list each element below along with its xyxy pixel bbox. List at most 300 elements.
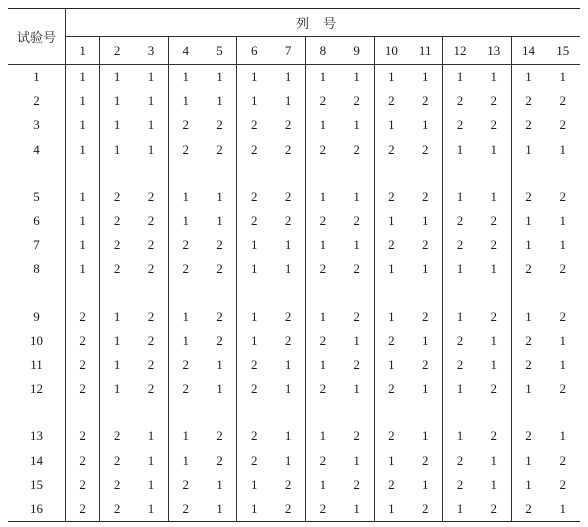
level-cell: 2 (374, 329, 408, 353)
spacer-cell (545, 162, 580, 185)
level-cell: 2 (65, 329, 99, 353)
level-cell: 1 (511, 65, 545, 90)
level-cell: 2 (216, 332, 223, 348)
spacer-cell (237, 401, 271, 424)
spacer-cell (168, 401, 202, 424)
trial-number-cell: 5 (33, 188, 40, 204)
level-cell: 2 (216, 308, 223, 324)
level-cell: 2 (237, 353, 271, 377)
column-index-header: 11 (408, 37, 442, 65)
trial-number-cell: 12 (29, 381, 43, 397)
level-cell: 1 (100, 65, 134, 90)
level-cell: 2 (65, 497, 99, 522)
level-cell: 2 (490, 117, 497, 133)
level-cell: 1 (216, 69, 223, 85)
level-cell: 1 (559, 500, 566, 516)
level-cell: 1 (511, 448, 545, 472)
column-index-header: 15 (545, 37, 580, 65)
level-cell: 2 (374, 424, 408, 448)
level-cell: 2 (216, 117, 223, 133)
trial-number-cell: 9 (33, 308, 40, 324)
level-cell: 1 (168, 329, 202, 353)
spacer-cell (443, 282, 477, 305)
level-cell: 1 (443, 65, 477, 90)
level-cell: 2 (421, 188, 429, 204)
level-cell: 2 (305, 329, 339, 353)
level-cell: 2 (100, 257, 134, 281)
level-cell: 2 (353, 428, 360, 444)
level-cell: 2 (216, 141, 223, 157)
trial-number-cell: 6 (33, 213, 40, 229)
level-cell: 1 (147, 452, 155, 468)
level-cell: 2 (353, 261, 360, 277)
level-cell: 2 (168, 257, 202, 281)
table-row (8, 185, 580, 209)
column-index-header: 1 (65, 37, 99, 65)
level-cell: 1 (443, 305, 477, 329)
level-cell: 2 (374, 138, 408, 162)
level-cell: 1 (305, 233, 339, 257)
level-cell: 1 (511, 233, 545, 257)
level-cell: 1 (237, 473, 271, 497)
level-cell: 1 (305, 65, 339, 90)
column-index-header: 13 (477, 37, 511, 65)
group-spacer-row (8, 162, 580, 185)
level-cell: 1 (237, 89, 271, 113)
level-cell: 2 (168, 497, 202, 522)
level-cell: 1 (443, 424, 477, 448)
trial-number-cell: 14 (29, 452, 43, 468)
level-cell: 1 (216, 476, 223, 492)
level-cell: 2 (511, 89, 545, 113)
level-cell: 2 (168, 113, 202, 137)
level-cell: 2 (237, 113, 271, 137)
level-cell: 1 (353, 332, 360, 348)
level-cell: 2 (559, 93, 566, 109)
trial-number-cell: 7 (33, 237, 40, 253)
level-cell: 2 (147, 308, 155, 324)
table-row (8, 233, 580, 257)
level-cell: 2 (490, 308, 497, 324)
level-cell: 1 (65, 185, 99, 209)
column-index-row (8, 37, 580, 65)
level-cell: 1 (421, 261, 429, 277)
level-cell: 1 (374, 353, 408, 377)
level-cell: 1 (147, 500, 155, 516)
spacer-cell (511, 282, 545, 305)
table-row (8, 305, 580, 329)
level-cell: 2 (237, 185, 271, 209)
spacer-cell (168, 282, 202, 305)
level-cell: 1 (443, 138, 477, 162)
level-cell: 2 (237, 448, 271, 472)
level-cell: 2 (147, 356, 155, 372)
level-cell: 2 (100, 497, 134, 522)
level-cell: 1 (284, 237, 292, 253)
level-cell: 1 (374, 209, 408, 233)
level-cell: 2 (443, 233, 477, 257)
level-cell: 1 (353, 117, 360, 133)
level-cell: 2 (374, 473, 408, 497)
table-row (8, 329, 580, 353)
level-cell: 2 (443, 329, 477, 353)
level-cell: 1 (490, 141, 497, 157)
level-cell: 1 (237, 257, 271, 281)
table-row (8, 377, 580, 401)
spacer-cell (65, 401, 99, 424)
spacer-cell (408, 282, 442, 305)
level-cell: 2 (511, 497, 545, 522)
table-row (8, 209, 580, 233)
level-cell: 1 (65, 65, 99, 90)
level-cell: 1 (168, 209, 202, 233)
level-cell: 2 (237, 424, 271, 448)
table-row (8, 257, 580, 281)
level-cell: 1 (353, 500, 360, 516)
level-cell: 1 (168, 185, 202, 209)
level-cell: 2 (65, 353, 99, 377)
level-cell: 1 (65, 233, 99, 257)
level-cell: 1 (305, 185, 339, 209)
level-cell: 1 (305, 353, 339, 377)
level-cell: 2 (284, 213, 292, 229)
level-cell: 1 (216, 213, 223, 229)
table-row (8, 473, 580, 497)
level-cell: 2 (168, 473, 202, 497)
spacer-cell (8, 401, 65, 424)
table-body (8, 65, 580, 522)
level-cell: 2 (216, 428, 223, 444)
level-cell: 1 (100, 89, 134, 113)
level-cell: 2 (559, 308, 566, 324)
column-index-header: 7 (271, 37, 305, 65)
level-cell: 1 (147, 141, 155, 157)
level-cell: 1 (490, 188, 497, 204)
level-cell: 1 (490, 261, 497, 277)
level-cell: 2 (100, 209, 134, 233)
spacer-cell (271, 282, 305, 305)
level-cell: 2 (421, 237, 429, 253)
level-cell: 1 (490, 476, 497, 492)
level-cell: 1 (147, 117, 155, 133)
level-cell: 1 (305, 473, 339, 497)
level-cell: 1 (284, 428, 292, 444)
spacer-cell (374, 282, 408, 305)
level-cell: 1 (168, 424, 202, 448)
level-cell: 2 (374, 185, 408, 209)
level-cell: 2 (559, 452, 566, 468)
level-cell: 1 (353, 452, 360, 468)
level-cell: 1 (443, 257, 477, 281)
spacer-cell (408, 162, 442, 185)
level-cell: 2 (421, 356, 429, 372)
level-cell: 1 (374, 497, 408, 522)
level-cell: 2 (511, 257, 545, 281)
level-cell: 2 (65, 473, 99, 497)
level-cell: 1 (284, 261, 292, 277)
level-cell: 1 (65, 138, 99, 162)
level-cell: 1 (168, 448, 202, 472)
level-cell: 1 (216, 500, 223, 516)
level-cell: 2 (421, 452, 429, 468)
trial-number-cell: 8 (33, 261, 40, 277)
level-cell: 1 (237, 329, 271, 353)
level-cell: 1 (284, 452, 292, 468)
column-index-header: 8 (305, 37, 339, 65)
level-cell: 2 (443, 89, 477, 113)
level-cell: 1 (421, 428, 429, 444)
level-cell: 1 (421, 117, 429, 133)
level-cell: 2 (490, 428, 497, 444)
spacer-cell (237, 282, 271, 305)
spacer-cell (8, 282, 65, 305)
spacer-cell (340, 162, 374, 185)
level-cell: 2 (443, 353, 477, 377)
spacer-cell (443, 162, 477, 185)
spacer-cell (203, 162, 237, 185)
trial-number-cell: 15 (29, 476, 43, 492)
level-cell: 2 (65, 377, 99, 401)
table-row (8, 497, 580, 522)
level-cell: 2 (237, 377, 271, 401)
level-cell: 2 (284, 500, 292, 516)
level-cell: 2 (305, 89, 339, 113)
level-cell: 1 (147, 93, 155, 109)
level-cell: 1 (374, 305, 408, 329)
spacer-cell (65, 162, 99, 185)
level-cell: 2 (100, 448, 134, 472)
trial-number-cell: 3 (33, 117, 40, 133)
level-cell: 1 (65, 89, 99, 113)
spacer-cell (100, 162, 134, 185)
level-cell: 2 (305, 138, 339, 162)
table-row (8, 353, 580, 377)
level-cell: 2 (216, 237, 223, 253)
level-cell: 2 (100, 424, 134, 448)
level-cell: 2 (305, 257, 339, 281)
level-cell: 2 (511, 353, 545, 377)
trial-number-cell: 16 (29, 500, 43, 516)
spacer-cell (134, 401, 168, 424)
level-cell: 1 (443, 497, 477, 522)
level-cell: 2 (168, 377, 202, 401)
column-index-header: 12 (443, 37, 477, 65)
spacer-cell (374, 401, 408, 424)
level-cell: 2 (216, 452, 223, 468)
level-cell: 1 (353, 69, 360, 85)
level-cell: 2 (443, 473, 477, 497)
level-cell: 1 (559, 213, 566, 229)
level-cell: 1 (443, 185, 477, 209)
level-cell: 1 (237, 497, 271, 522)
spacer-cell (203, 282, 237, 305)
level-cell: 1 (305, 424, 339, 448)
column-index-header: 9 (340, 37, 374, 65)
level-cell: 1 (216, 93, 223, 109)
level-cell: 2 (559, 117, 566, 133)
group-spacer-row (8, 282, 580, 305)
level-cell: 2 (490, 500, 497, 516)
table-row (8, 424, 580, 448)
trial-number-cell: 4 (33, 141, 40, 157)
level-cell: 2 (284, 332, 292, 348)
level-cell: 2 (305, 448, 339, 472)
level-cell: 2 (353, 93, 360, 109)
level-cell: 2 (511, 185, 545, 209)
level-cell: 2 (216, 261, 223, 277)
spacer-cell (305, 282, 339, 305)
level-cell: 2 (305, 377, 339, 401)
column-index-header: 2 (100, 37, 134, 65)
level-cell: 2 (168, 353, 202, 377)
level-cell: 1 (559, 428, 566, 444)
level-cell: 2 (305, 497, 339, 522)
level-cell: 2 (559, 381, 566, 397)
level-cell: 1 (237, 65, 271, 90)
level-cell: 1 (65, 257, 99, 281)
level-cell: 2 (284, 117, 292, 133)
column-index-header: 6 (237, 37, 271, 65)
level-cell: 2 (421, 308, 429, 324)
level-cell: 2 (443, 448, 477, 472)
spacer-cell (271, 162, 305, 185)
table-header (8, 9, 580, 65)
level-cell: 2 (65, 305, 99, 329)
spacer-cell (134, 282, 168, 305)
spacer-cell (340, 401, 374, 424)
level-cell: 2 (284, 476, 292, 492)
level-cell: 2 (100, 233, 134, 257)
spacer-cell (511, 401, 545, 424)
level-cell: 2 (353, 476, 360, 492)
level-cell: 1 (65, 209, 99, 233)
level-cell: 1 (490, 332, 497, 348)
level-cell: 2 (147, 261, 155, 277)
level-cell: 1 (511, 138, 545, 162)
level-cell: 1 (216, 188, 223, 204)
table-row (8, 65, 580, 90)
level-cell: 1 (147, 476, 155, 492)
spacer-cell (168, 162, 202, 185)
level-cell: 1 (284, 69, 292, 85)
level-cell: 1 (374, 65, 408, 90)
level-cell: 2 (65, 424, 99, 448)
level-cell: 1 (559, 141, 566, 157)
table-row (8, 448, 580, 472)
level-cell: 2 (65, 448, 99, 472)
column-index-header: 14 (511, 37, 545, 65)
level-cell: 2 (559, 476, 566, 492)
level-cell: 1 (65, 113, 99, 137)
level-cell: 2 (443, 209, 477, 233)
spacer-cell (477, 282, 511, 305)
level-cell: 2 (490, 381, 497, 397)
level-cell: 1 (374, 448, 408, 472)
level-cell: 2 (284, 141, 292, 157)
level-cell: 2 (305, 209, 339, 233)
level-cell: 1 (511, 473, 545, 497)
level-cell: 1 (168, 305, 202, 329)
level-cell: 1 (559, 356, 566, 372)
spacer-cell (477, 162, 511, 185)
level-cell: 1 (100, 353, 134, 377)
spacer-cell (443, 401, 477, 424)
level-cell: 2 (559, 188, 566, 204)
level-cell: 2 (511, 113, 545, 137)
level-cell: 1 (490, 69, 497, 85)
level-cell: 2 (147, 237, 155, 253)
level-cell: 2 (421, 141, 429, 157)
spacer-cell (203, 401, 237, 424)
spacer-cell (340, 282, 374, 305)
level-cell: 1 (147, 428, 155, 444)
table-row (8, 138, 580, 162)
trial-number-cell: 11 (30, 356, 43, 372)
level-cell: 1 (305, 305, 339, 329)
spacer-cell (271, 401, 305, 424)
level-cell: 2 (443, 113, 477, 137)
spacer-cell (100, 282, 134, 305)
level-cell: 1 (511, 377, 545, 401)
level-cell: 1 (100, 138, 134, 162)
level-cell: 1 (421, 332, 429, 348)
level-cell: 1 (353, 237, 360, 253)
level-cell: 2 (284, 188, 292, 204)
column-index-header: 5 (203, 37, 237, 65)
level-cell: 1 (490, 452, 497, 468)
level-cell: 1 (490, 356, 497, 372)
column-number-header: 列号 (65, 9, 580, 37)
level-cell: 2 (284, 308, 292, 324)
level-cell: 1 (421, 69, 429, 85)
level-cell: 2 (353, 213, 360, 229)
level-cell: 2 (421, 93, 429, 109)
level-cell: 1 (147, 69, 155, 85)
level-cell: 1 (237, 305, 271, 329)
level-cell: 2 (374, 377, 408, 401)
level-cell: 1 (100, 113, 134, 137)
level-cell: 1 (559, 237, 566, 253)
level-cell: 1 (284, 381, 292, 397)
level-cell: 1 (421, 476, 429, 492)
level-cell: 1 (168, 65, 202, 90)
level-cell: 1 (284, 93, 292, 109)
level-cell: 1 (374, 113, 408, 137)
spacer-cell (477, 401, 511, 424)
level-cell: 2 (374, 233, 408, 257)
table-row (8, 113, 580, 137)
trial-number-cell: 10 (29, 332, 43, 348)
spacer-cell (8, 162, 65, 185)
level-cell: 1 (216, 381, 223, 397)
level-cell: 1 (559, 69, 566, 85)
level-cell: 1 (100, 305, 134, 329)
level-cell: 2 (353, 308, 360, 324)
level-cell: 2 (237, 138, 271, 162)
level-cell: 2 (511, 424, 545, 448)
level-cell: 2 (374, 89, 408, 113)
level-cell: 2 (421, 500, 429, 516)
level-cell: 1 (284, 356, 292, 372)
level-cell: 1 (511, 305, 545, 329)
spacer-cell (237, 162, 271, 185)
level-cell: 1 (374, 257, 408, 281)
spacer-cell (134, 162, 168, 185)
table-row (8, 89, 580, 113)
level-cell: 1 (100, 329, 134, 353)
level-cell: 2 (490, 213, 497, 229)
spacer-cell (545, 282, 580, 305)
